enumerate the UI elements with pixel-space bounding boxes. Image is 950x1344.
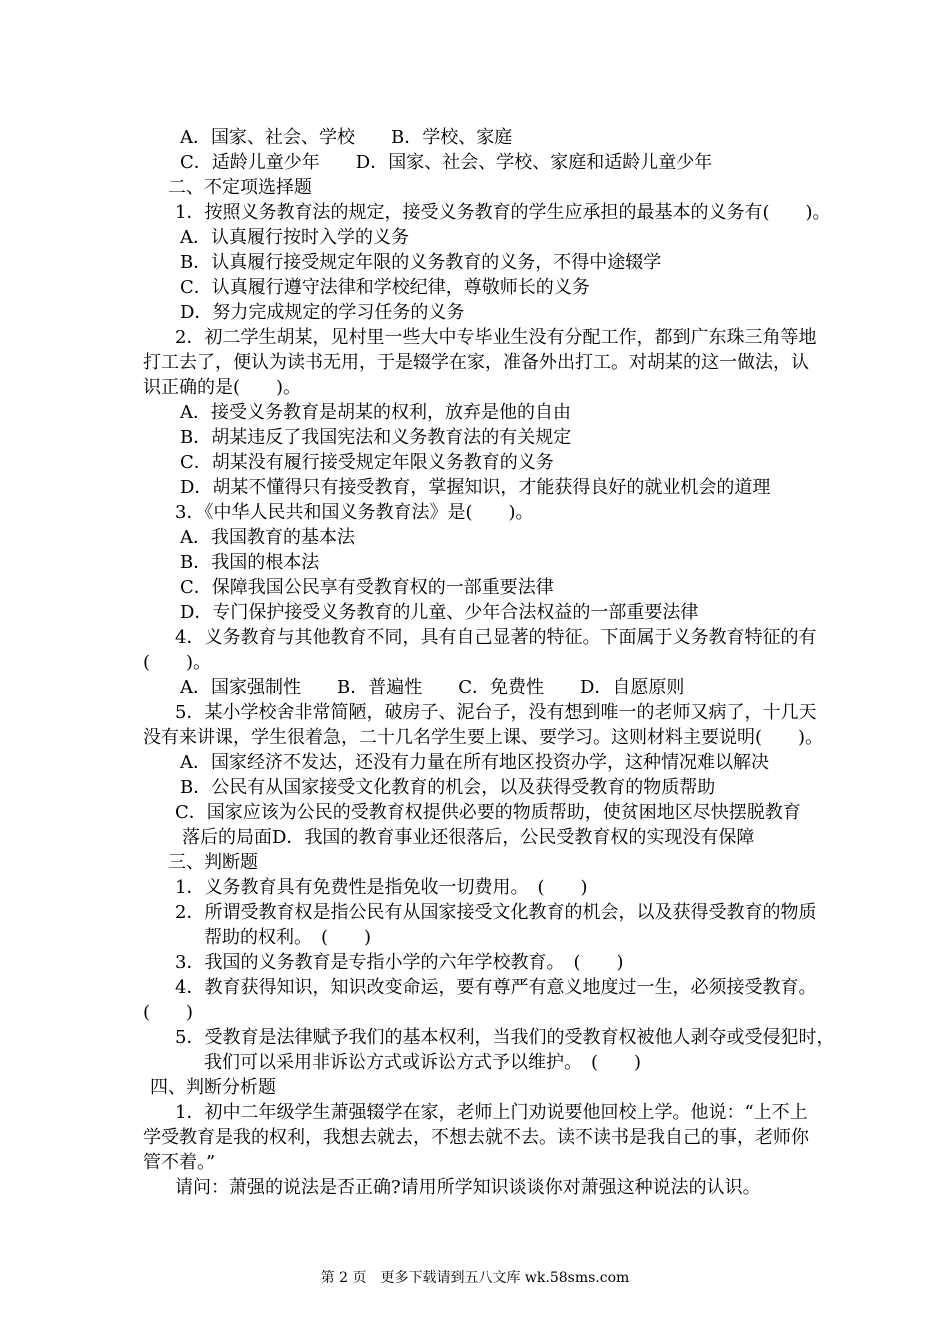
question-text: 打工去了，便认为读书无用，于是辍学在家，准备外出打工。对胡某的这一做法，认 (143, 352, 809, 373)
question-text: 3．我国的义务教育是专指小学的六年学校教育。 ( ) (175, 952, 624, 973)
option-line: A．认真履行按时入学的义务 (180, 227, 409, 248)
question-text: ( ) (143, 1002, 194, 1023)
option-line: B．我国的根本法 (180, 552, 320, 573)
question-text: 1．初中二年级学生萧强辍学在家，老师上门劝说要他回校上学。他说：“上不上 (175, 1102, 808, 1123)
option-line: B．认真履行接受规定年限的义务教育的义务，不得中途辍学 (180, 252, 662, 273)
question-text: 请问：萧强的说法是否正确?请用所学知识谈谈你对萧强这种说法的认识。 (175, 1177, 761, 1198)
option-line: D．努力完成规定的学习任务的义务 (180, 302, 465, 323)
question-text: 识正确的是( )。 (143, 377, 302, 398)
option-line: A．国家、社会、学校 B．学校、家庭 (180, 127, 513, 148)
option-line: B．公民有从国家接受文化教育的机会，以及获得受教育的物质帮助 (180, 777, 716, 798)
question-text: 1．按照义务教育法的规定，接受义务教育的学生应承担的最基本的义务有( )。 (175, 202, 831, 223)
section-heading: 二、不定项选择题 (168, 177, 312, 198)
question-text: 没有来讲课，学生很着急，二十几名学生要上课、要学习。这则材料主要说明( )。 (143, 727, 824, 748)
option-line: C．胡某没有履行接受规定年限义务教育的义务 (180, 452, 554, 473)
question-text: 5．某小学校舍非常简陋，破房子、泥台子，没有想到唯一的老师又病了，十几天 (175, 702, 817, 723)
section-heading: 三、判断题 (168, 852, 258, 873)
option-line: D．专门保护接受义务教育的儿童、少年合法权益的一部重要法律 (180, 602, 699, 623)
question-text: 2．所谓受教育权是指公民有从国家接受文化教育的机会，以及获得受教育的物质 (175, 902, 817, 923)
question-text: 3．《中华人民共和国义务教育法》是( )。 (175, 502, 534, 523)
question-text: 2．初二学生胡某，见村里一些大中专毕业生没有分配工作，都到广东珠三角等地 (175, 327, 817, 348)
question-text: 管不着。” (143, 1152, 216, 1173)
question-text: 我们可以采用非诉讼方式或诉讼方式予以维护。 ( ) (204, 1052, 642, 1073)
page-footer: 第 2 页 更多下载请到五八文库 wk.58sms.com (320, 1270, 630, 1286)
question-text: 4．义务教育与其他教育不同，具有自己显著的特征。下面属于义务教育特征的有 (175, 627, 817, 648)
option-line: C．认真履行遵守法律和学校纪律，尊敬师长的义务 (180, 277, 590, 298)
option-line: A．国家经济不发达，还没有力量在所有地区投资办学，这种情况难以解决 (180, 752, 769, 773)
question-text: 5．受教育是法律赋予我们的基本权利，当我们的受教育权被他人剥夺或受侵犯时， (175, 1027, 835, 1048)
option-line: 落后的局面D．我国的教育事业还很落后，公民受教育权的实现没有保障 (182, 827, 755, 848)
option-line: B．胡某违反了我国宪法和义务教育法的有关规定 (180, 427, 572, 448)
section-heading: 四、判断分析题 (150, 1077, 276, 1098)
question-text: 帮助的权利。 ( ) (204, 927, 372, 948)
option-line: C．保障我国公民享有受教育权的一部重要法律 (180, 577, 554, 598)
question-text: ( )。 (143, 652, 212, 673)
option-line: A．国家强制性 B．普遍性 C．免费性 D．自愿原则 (180, 677, 685, 698)
question-text: 4．教育获得知识，知识改变命运，要有尊严有意义地度过一生，必须接受教育。 (175, 977, 817, 998)
option-line: A．我国教育的基本法 (180, 527, 355, 548)
question-text: 学受教育是我的权利，我想去就去，不想去就不去。读不读书是我自己的事，老师你 (143, 1127, 809, 1148)
option-line: C．国家应该为公民的受教育权提供必要的物质帮助，使贫困地区尽快摆脱教育 (175, 802, 801, 823)
option-line: D．胡某不懂得只有接受教育，掌握知识，才能获得良好的就业机会的道理 (180, 477, 771, 498)
option-line: C．适龄儿童少年 D．国家、社会、学校、家庭和适龄儿童少年 (180, 152, 713, 173)
question-text: 1．义务教育具有免费性是指免收一切费用。 ( ) (175, 877, 588, 898)
option-line: A．接受义务教育是胡某的权利，放弃是他的自由 (180, 402, 571, 423)
